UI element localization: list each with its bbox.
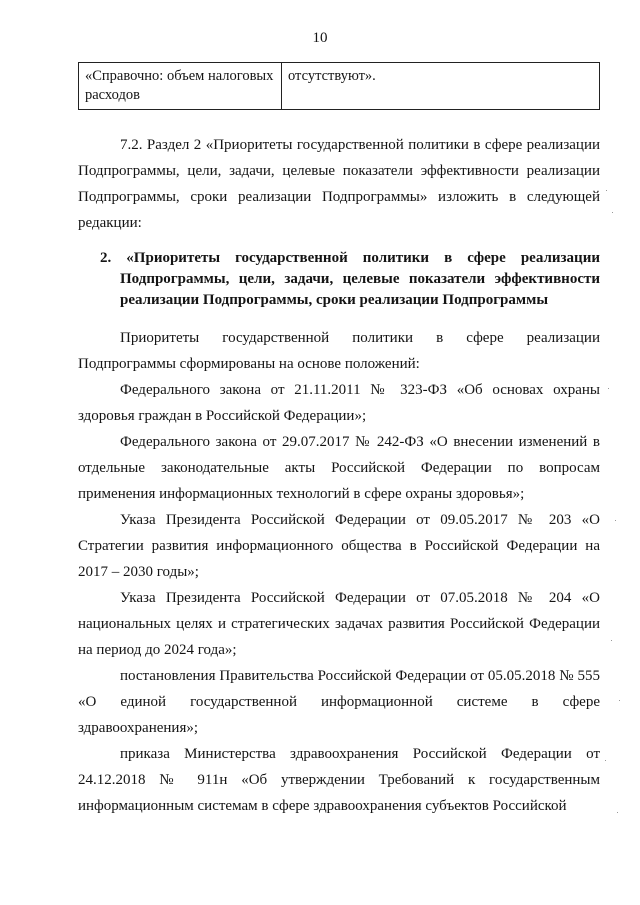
paragraph-law-242: Федерального закона от 29.07.2017 № 242-ФЗ «О внесении изменений в отдельные законодательные акты Российской Федерации по вопросам применения информационных технологий в сфере охраны здоровья»;: [78, 434, 600, 502]
paragraph-resolution-555: постановления Правительства Российской Федерации от 05.05.2018 № 555 «О единой государственной информационной системе в сфере здравоохранения»;: [78, 668, 600, 736]
paragraph-order-911n: приказа Министерства здравоохранения Российской Федерации от 24.12.2018 № 911н «Об утверждении Требований к государственным информационным системам в сфере здравоохранения субъектов Российской: [78, 746, 600, 814]
tax-expenditure-table: [78, 62, 600, 110]
paragraph-law-323: Федерального закона от 21.11.2011 № 323-ФЗ «Об основах охраны здоровья граждан в Российской Федерации»;: [78, 382, 600, 424]
paragraph-decree-204: Указа Президента Российской Федерации от 07.05.2018 № 204 «О национальных целях и стратегических задачах развития Российской Федерации на период до 2024 года»;: [78, 590, 600, 658]
paragraph-decree-203: Указа Президента Российской Федерации от 09.05.2017 № 203 «О Стратегии развития информационного общества в Российской Федерации на 2017 – 2030 годы»;: [78, 512, 600, 580]
paragraph-priorities: Приоритеты государственной политики в сфере реализации Подпрограммы сформированы на основе положений:: [78, 330, 600, 372]
intro-paragraph: 7.2. Раздел 2 «Приоритеты государственной политики в сфере реализации Подпрограммы, цели, задачи, целевые показатели эффективности реализации Подпрограммы, сроки реализации Подпрограммы» изложить в следующей редакции:: [78, 137, 600, 231]
document-body: [78, 132, 600, 819]
table-cell-value: отсутствуют».: [288, 68, 376, 84]
page-number: 10: [312, 30, 328, 46]
section-heading: 2. «Приоритеты государственной политики в сфере реализации Подпрограммы, цели, задачи, целевые показатели эффективности реализации Подпрограммы, сроки реализации Подпрограммы: [100, 250, 600, 308]
table-cell-label: «Справочно: объем налоговых расходов: [79, 63, 282, 109]
